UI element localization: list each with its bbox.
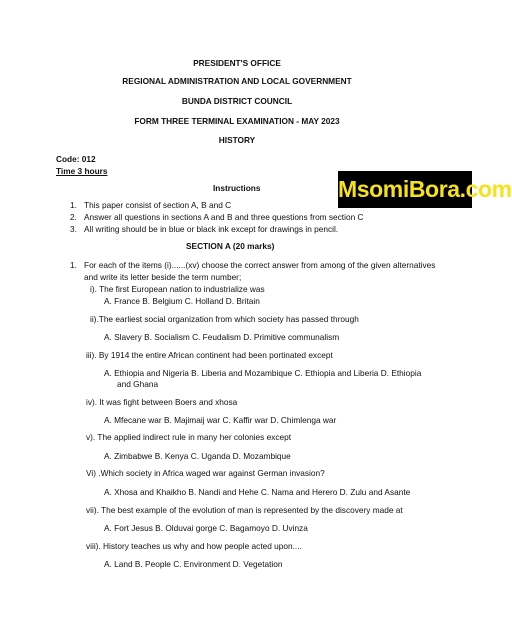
item-question: v). The applied indirect rule in many her colonies except [86,432,292,442]
instruction-num: 1. [70,200,77,210]
item-question: viii). History teaches us why and how people acted upon.... [86,541,302,551]
header-ministry: REGIONAL ADMINISTRATION AND LOCAL GOVERNMENT [122,76,352,86]
exam-code: Code: 012 [56,154,96,164]
item-alternatives: A. Fort Jesus B. Olduvai gorge C. Bagamoyo D. Uvinza [104,523,308,533]
item-question: ii).The earliest social organization from which society has passed through [90,314,359,324]
question-instruction-line: and write its letter beside the term number; [84,272,242,282]
question-instruction-line: For each of the items (i)......(xv) choose the correct answer from among of the given alternatives [84,260,436,270]
question-number: 1. [70,260,77,270]
instruction-text: All writing should be in blue or black ink except for drawings in pencil. [84,224,339,234]
instruction-num: 2. [70,212,77,222]
item-alternatives: A. Xhosa and Khaikho B. Nandi and Hehe C. Nama and Herero D. Zulu and Asante [104,487,411,497]
header-subject: HISTORY [218,135,256,145]
item-question: vii). The best example of the evolution of man is represented by the discovery made at [86,505,403,515]
section-a-title: SECTION A (20 marks) [186,241,275,251]
header-office: PRESIDENT'S OFFICE [193,58,281,68]
item-question: iii). By 1914 the entire African continent had been portinated except [86,350,333,360]
instruction-text: This paper consist of section A, B and C [84,200,232,210]
header-council: BUNDA DISTRICT COUNCIL [181,96,293,106]
item-alternatives: A. Ethiopia and Nigeria B. Liberia and Mozambique C. Ethiopia and Liberia D. Ethiopia [104,368,422,378]
item-question: Vi) .Which society in Africa waged war against German invasion? [86,468,325,478]
item-question: i). The first European nation to industrialize was [90,284,265,294]
instructions-title: Instructions [213,183,261,193]
item-alternatives: A. Zimbabwe B. Kenya C. Uganda D. Mozambique [104,451,291,461]
item-alternatives: A. Slavery B. Socialism C. Feudalism D. Primitive communalism [104,332,340,342]
item-alternatives: A. Mfecane war B. Majimaij war C. Kaffir war D. Chimlenga war [104,415,337,425]
instruction-text: Answer all questions in sections A and B and three questions from section C [84,212,364,222]
header-exam: FORM THREE TERMINAL EXAMINATION - MAY 2023 [134,116,340,126]
msomibora-watermark-logo: MsomiBora.com [338,171,472,208]
item-question: iv). It was fight between Boers and xhosa [86,397,238,407]
instruction-num: 3. [70,224,77,234]
item-alternatives-continued: and Ghana [117,379,159,389]
exam-time: Time 3 hours [56,166,108,176]
item-alternatives: A. France B. Belgium C. Holland D. Britain [104,296,260,306]
item-alternatives: A. Land B. People C. Environment D. Vegetation [104,559,283,569]
